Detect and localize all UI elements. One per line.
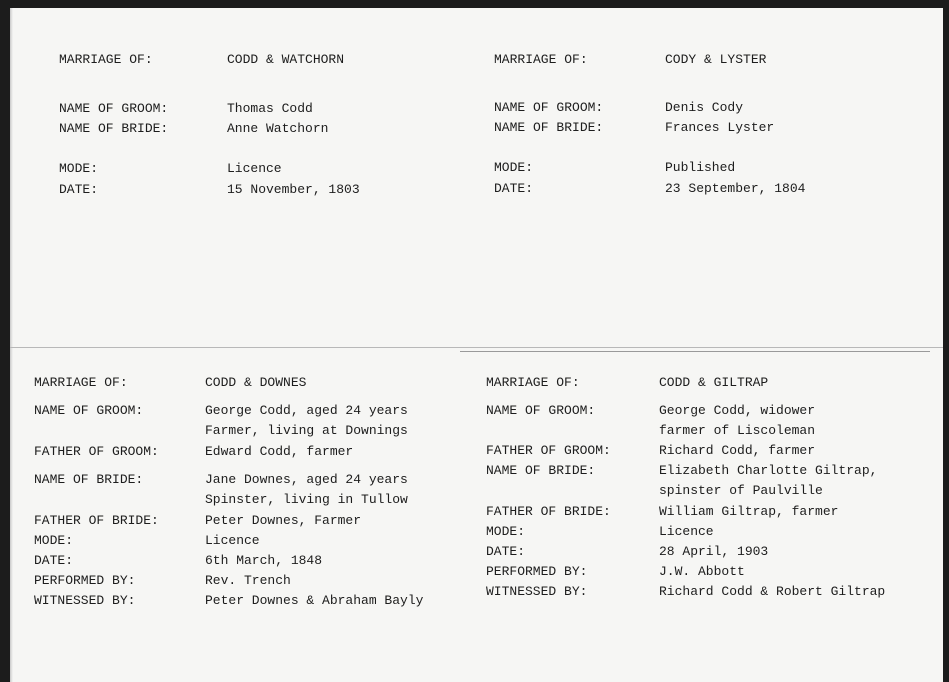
date-label: DATE: [486, 544, 526, 559]
father-of-bride-value: Peter Downes, Farmer [205, 513, 362, 528]
marriage-of-value: CODD & GILTRAP [659, 375, 769, 390]
date-value: 6th March, 1848 [205, 553, 323, 568]
marriage-of-value: CODD & WATCHORN [227, 52, 345, 67]
bride-label: NAME OF BRIDE: [486, 463, 596, 478]
date-value: 15 November, 1803 [227, 182, 360, 197]
bride-value: Frances Lyster [665, 120, 775, 135]
witnessed-by-label: WITNESSED BY: [34, 593, 136, 608]
marriage-record-codd-watchorn [59, 52, 479, 202]
fold-line [10, 347, 943, 348]
mode-label: MODE: [34, 533, 74, 548]
performed-by-label: PERFORMED BY: [486, 564, 588, 579]
bride-label: NAME OF BRIDE: [494, 120, 604, 135]
father-of-bride-label: FATHER OF BRIDE: [486, 504, 611, 519]
marriage-record-codd-giltrap [486, 375, 936, 615]
mode-label: MODE: [494, 160, 534, 175]
groom-label: NAME OF GROOM: [59, 101, 169, 116]
mode-value: Licence [227, 161, 282, 176]
bride-label: NAME OF BRIDE: [34, 472, 144, 487]
performed-by-value: J.W. Abbott [659, 564, 745, 579]
marriage-of-value: CODD & DOWNES [205, 375, 307, 390]
performed-by-label: PERFORMED BY: [34, 573, 136, 588]
bride-value-continued: spinster of Paulville [659, 483, 823, 498]
bride-value: Jane Downes, aged 24 years [205, 472, 408, 487]
witnessed-by-label: WITNESSED BY: [486, 584, 588, 599]
mode-label: MODE: [59, 161, 99, 176]
fold-line [460, 351, 930, 352]
bride-value: Elizabeth Charlotte Giltrap, [659, 463, 878, 478]
mode-value: Published [665, 160, 736, 175]
mode-label: MODE: [486, 524, 526, 539]
groom-value: Thomas Codd [227, 101, 313, 116]
date-label: DATE: [494, 181, 534, 196]
bride-value: Anne Watchorn [227, 121, 329, 136]
groom-value-continued: farmer of Liscoleman [659, 423, 816, 438]
date-value: 28 April, 1903 [659, 544, 769, 559]
marriage-record-cody-lyster [494, 52, 934, 202]
marriage-of-label: MARRIAGE OF: [486, 375, 580, 390]
date-label: DATE: [34, 553, 74, 568]
witnessed-by-value: Richard Codd & Robert Giltrap [659, 584, 886, 599]
mode-value: Licence [659, 524, 714, 539]
father-of-groom-value: Edward Codd, farmer [205, 444, 354, 459]
groom-value-continued: Farmer, living at Downings [205, 423, 408, 438]
groom-label: NAME OF GROOM: [486, 403, 596, 418]
father-of-bride-value: William Giltrap, farmer [659, 504, 839, 519]
marriage-of-label: MARRIAGE OF: [494, 52, 588, 67]
mode-value: Licence [205, 533, 260, 548]
bride-label: NAME OF BRIDE: [59, 121, 169, 136]
marriage-of-label: MARRIAGE OF: [34, 375, 128, 390]
father-of-bride-label: FATHER OF BRIDE: [34, 513, 159, 528]
document-page [10, 8, 943, 682]
father-of-groom-label: FATHER OF GROOM: [34, 444, 159, 459]
groom-value: George Codd, aged 24 years [205, 403, 408, 418]
page-edge-shadow [10, 8, 13, 682]
marriage-of-label: MARRIAGE OF: [59, 52, 153, 67]
groom-label: NAME OF GROOM: [34, 403, 144, 418]
date-label: DATE: [59, 182, 99, 197]
bride-value-continued: Spinster, living in Tullow [205, 492, 408, 507]
father-of-groom-label: FATHER OF GROOM: [486, 443, 611, 458]
marriage-record-codd-downes [34, 375, 464, 615]
father-of-groom-value: Richard Codd, farmer [659, 443, 816, 458]
witnessed-by-value: Peter Downes & Abraham Bayly [205, 593, 424, 608]
groom-label: NAME OF GROOM: [494, 100, 604, 115]
marriage-of-value: CODY & LYSTER [665, 52, 767, 67]
performed-by-value: Rev. Trench [205, 573, 291, 588]
groom-value: George Codd, widower [659, 403, 816, 418]
date-value: 23 September, 1804 [665, 181, 806, 196]
groom-value: Denis Cody [665, 100, 744, 115]
